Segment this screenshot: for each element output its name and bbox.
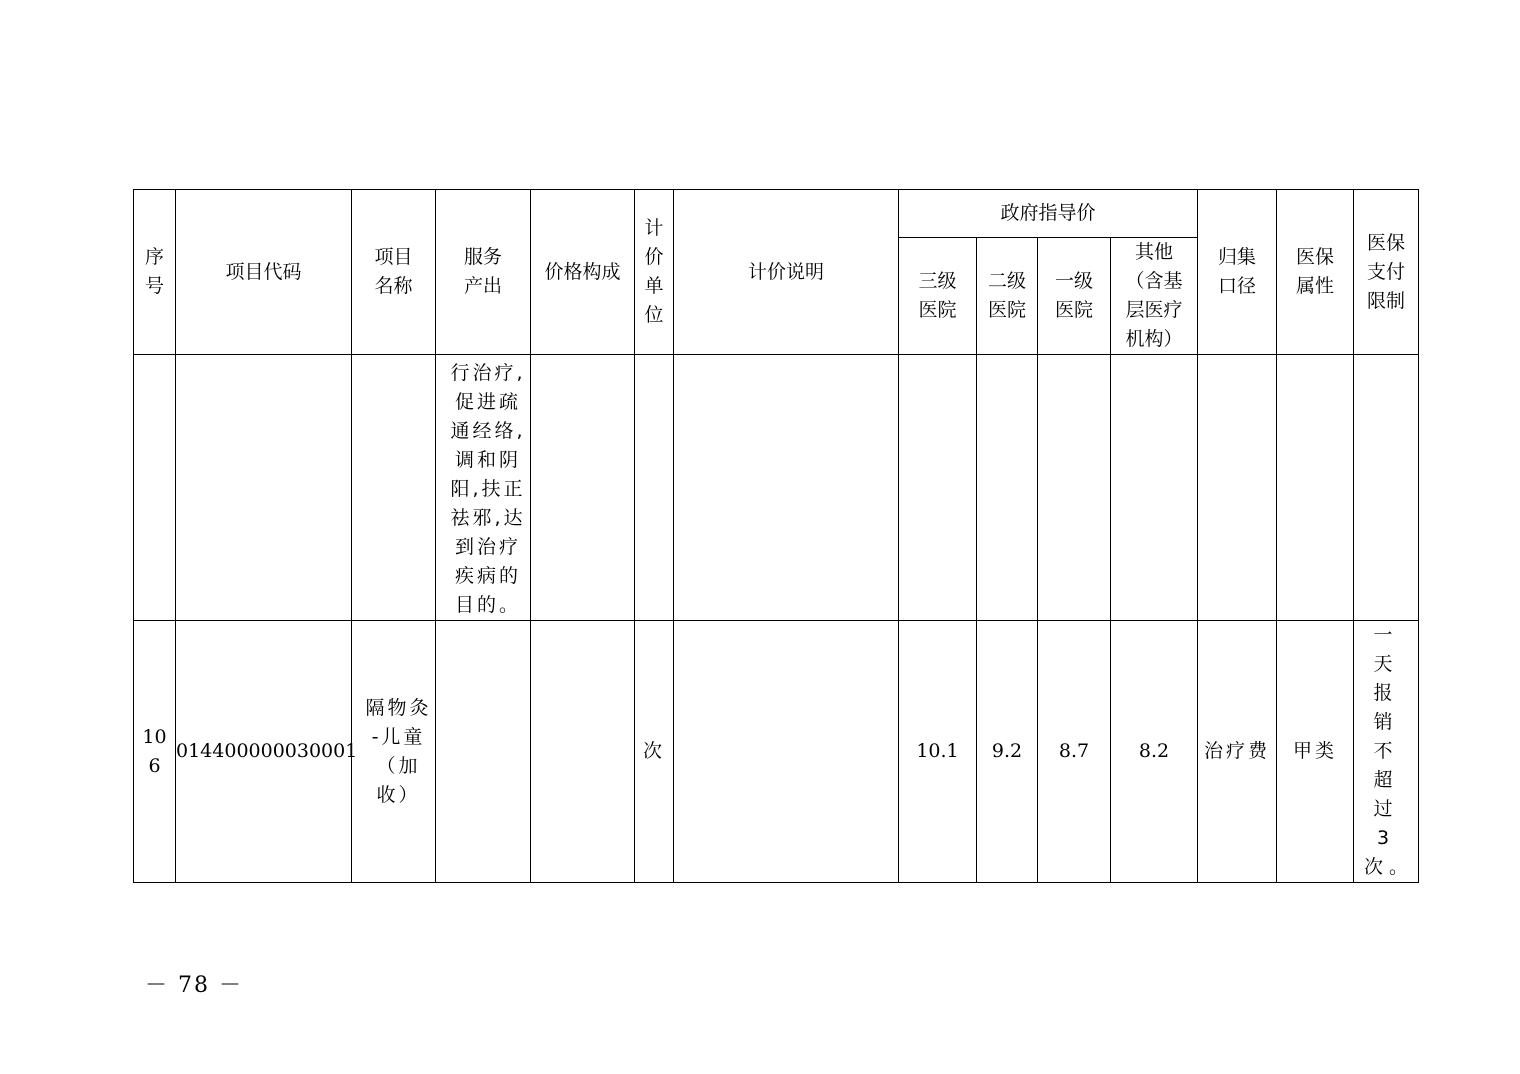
cell-other: 8.2 [1111, 621, 1198, 883]
cell-level2 [977, 355, 1038, 621]
cell-insurance [1277, 355, 1354, 621]
table-row [134, 355, 1419, 621]
cell-limit: 一天 报销 不超 过 3 次。 [1354, 621, 1419, 883]
cell-level1: 8.7 [1038, 621, 1111, 883]
header-row-1 [134, 190, 1419, 238]
header-gov-price: 政府指导价 [899, 190, 1198, 238]
cell-category [1198, 355, 1277, 621]
cell-pricing-note [674, 621, 899, 883]
header-level3: 三级 医院 [899, 238, 977, 355]
cell-name: 隔物灸 -儿童 （加 收） [352, 621, 436, 883]
header-limit: 医保 支付 限制 [1354, 190, 1419, 355]
cell-level3: 10.1 [899, 621, 977, 883]
cell-name [352, 355, 436, 621]
header-service: 服务 产出 [436, 190, 531, 355]
header-other: 其他 （含基 层医疗 机构） [1111, 238, 1198, 355]
header-pricing-note: 计价说明 [674, 190, 899, 355]
cell-seq: 10 6 [134, 621, 176, 883]
header-seq: 序 号 [134, 190, 176, 355]
price-table [133, 189, 1419, 883]
header-level2: 二级 医院 [977, 238, 1038, 355]
cell-service: 行治疗, 促进疏 通经络, 调和阴 阳,扶正 祛邪,达 到治疗 疾病的 目的。 [436, 355, 531, 621]
cell-price-composition [531, 621, 635, 883]
cell-price-composition [531, 355, 635, 621]
cell-level3 [899, 355, 977, 621]
cell-service [436, 621, 531, 883]
cell-unit: 次 [635, 621, 674, 883]
cell-unit [635, 355, 674, 621]
header-price-composition: 价格构成 [531, 190, 635, 355]
header-unit: 计 价 单 位 [635, 190, 674, 355]
cell-code [176, 355, 352, 621]
header-code: 项目代码 [176, 190, 352, 355]
cell-level1 [1038, 355, 1111, 621]
page-number: － 78 － [145, 973, 243, 998]
table-row [134, 621, 1419, 883]
cell-code: 014400000030001 [176, 621, 352, 883]
cell-category: 治疗费 [1198, 621, 1277, 883]
header-level1: 一级 医院 [1038, 238, 1111, 355]
header-insurance: 医保 属性 [1277, 190, 1354, 355]
cell-pricing-note [674, 355, 899, 621]
header-name: 项目 名称 [352, 190, 436, 355]
cell-other [1111, 355, 1198, 621]
cell-level2: 9.2 [977, 621, 1038, 883]
header-category: 归集 口径 [1198, 190, 1277, 355]
cell-insurance: 甲类 [1277, 621, 1354, 883]
cell-limit [1354, 355, 1419, 621]
cell-seq [134, 355, 176, 621]
